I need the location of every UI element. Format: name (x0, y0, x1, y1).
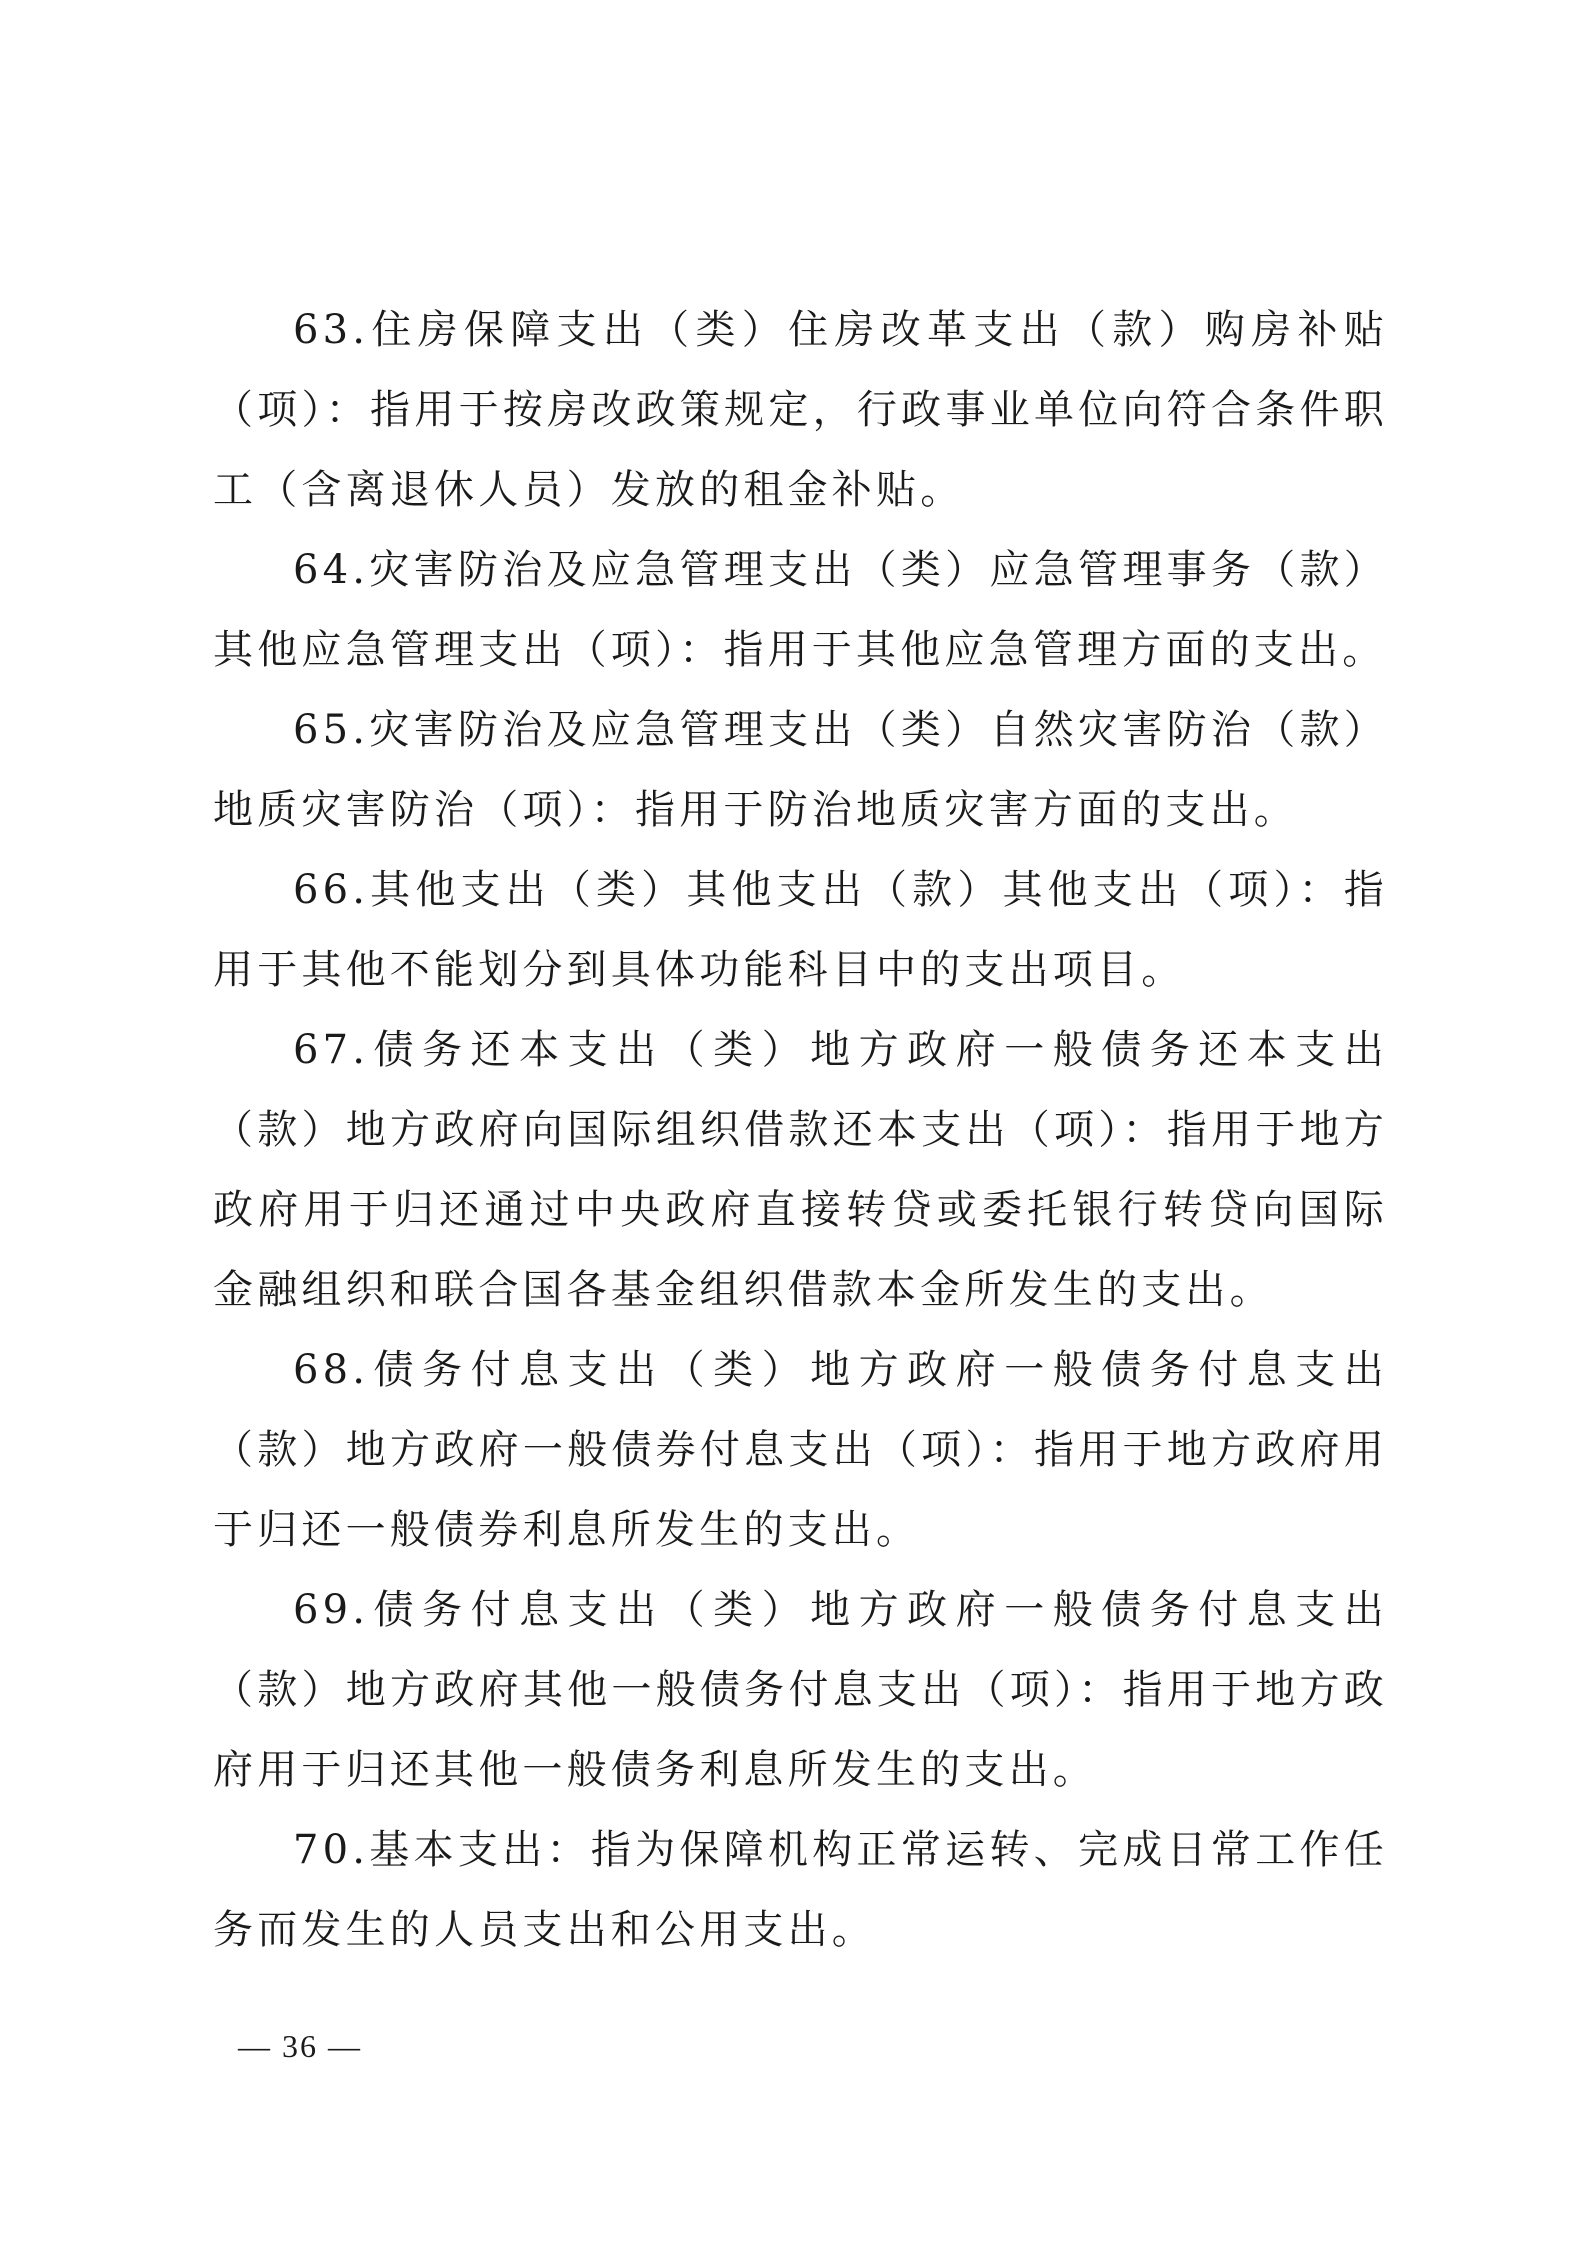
document-body (213, 290, 1388, 1970)
paragraph-63: 63.住房保障支出（类）住房改革支出（款）购房补贴（项）：指用于按房改政策规定，行政事业单位向符合条件职工（含离退休人员）发放的租金补贴。 (213, 307, 1388, 513)
paragraph-67: 67.债务还本支出（类）地方政府一般债务还本支出（款）地方政府向国际组织借款还本支出（项）：指用于地方政府用于归还通过中央政府直接转贷或委托银行转贷向国际金融组织和联合国各基金组织借款本金所发生的支出。 (213, 1027, 1388, 1313)
paragraph-70: 70.基本支出：指为保障机构正常运转、完成日常工作任务而发生的人员支出和公用支出。 (213, 1827, 1388, 1953)
paragraph-69: 69.债务付息支出（类）地方政府一般债务付息支出（款）地方政府其他一般债务付息支出（项）：指用于地方政府用于归还其他一般债务利息所发生的支出。 (213, 1587, 1388, 1793)
paragraph-65: 65.灾害防治及应急管理支出（类）自然灾害防治（款）地质灾害防治（项）：指用于防治地质灾害方面的支出。 (213, 707, 1388, 833)
page-number: — 36 — (238, 2028, 362, 2064)
paragraph-66: 66.其他支出（类）其他支出（款）其他支出（项）：指用于其他不能划分到具体功能科目中的支出项目。 (213, 867, 1388, 993)
paragraph-64: 64.灾害防治及应急管理支出（类）应急管理事务（款）其他应急管理支出（项）：指用于其他应急管理方面的支出。 (213, 547, 1388, 673)
paragraph-68: 68.债务付息支出（类）地方政府一般债务付息支出（款）地方政府一般债券付息支出（项）：指用于地方政府用于归还一般债券利息所发生的支出。 (213, 1347, 1388, 1553)
